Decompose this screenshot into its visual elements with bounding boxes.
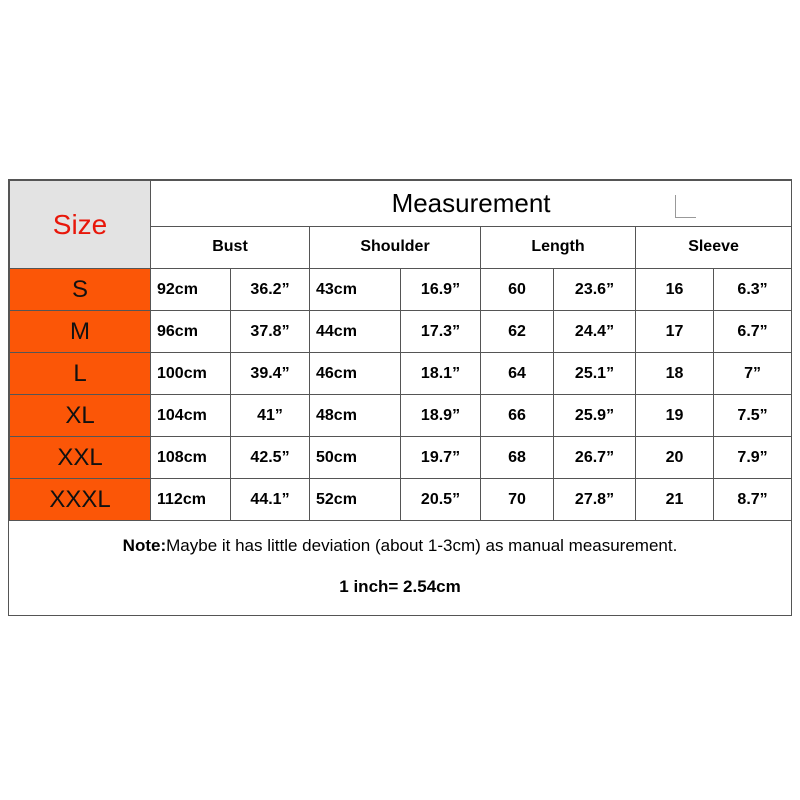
size-cell: XXL [10, 437, 151, 479]
cell-shoulder-in: 16.9” [401, 269, 481, 311]
cell-shoulder-cm: 44cm [310, 311, 401, 353]
cell-bust-in: 42.5” [231, 437, 310, 479]
cell-shoulder-cm: 46cm [310, 353, 401, 395]
measurement-title-cell [151, 181, 792, 227]
cell-bust-cm: 104cm [151, 395, 231, 437]
cell-bust-cm: 112cm [151, 479, 231, 521]
cell-sleeve-in: 6.7” [714, 311, 792, 353]
note-text: Maybe it has little deviation (about 1-3cm) as manual measurement. [166, 536, 678, 555]
size-table [9, 180, 792, 521]
cell-shoulder-in: 18.9” [401, 395, 481, 437]
cell-sleeve-cm: 19 [636, 395, 714, 437]
table-row [10, 479, 792, 521]
cell-bust-in: 44.1” [231, 479, 310, 521]
cell-bust-in: 36.2” [231, 269, 310, 311]
cell-shoulder-in: 18.1” [401, 353, 481, 395]
size-cell: XL [10, 395, 151, 437]
column-header-length: Length [481, 226, 636, 268]
size-cell: L [10, 353, 151, 395]
cell-sleeve-cm: 18 [636, 353, 714, 395]
cell-bust-in: 39.4” [231, 353, 310, 395]
cell-length-in: 27.8” [554, 479, 636, 521]
cell-bust-cm: 92cm [151, 269, 231, 311]
size-chart [8, 179, 792, 616]
cell-length-in: 23.6” [554, 269, 636, 311]
cell-bust-cm: 96cm [151, 311, 231, 353]
size-cell: S [10, 269, 151, 311]
cell-shoulder-in: 17.3” [401, 311, 481, 353]
cell-length-in: 24.4” [554, 311, 636, 353]
cell-length-cm: 62 [481, 311, 554, 353]
cell-bust-cm: 100cm [151, 353, 231, 395]
note-label: Note: [122, 536, 167, 555]
size-cell: M [10, 311, 151, 353]
note-block [9, 524, 791, 615]
column-header-bust: Bust [151, 226, 310, 268]
cell-shoulder-cm: 48cm [310, 395, 401, 437]
cell-bust-in: 41” [231, 395, 310, 437]
cell-bust-in: 37.8” [231, 311, 310, 353]
column-header-shoulder: Shoulder [310, 226, 481, 268]
cell-shoulder-cm: 52cm [310, 479, 401, 521]
measurement-title: Measurement [391, 187, 551, 218]
note-line [9, 536, 791, 556]
cell-sleeve-cm: 17 [636, 311, 714, 353]
cell-shoulder-cm: 50cm [310, 437, 401, 479]
table-row [10, 353, 792, 395]
cell-sleeve-cm: 20 [636, 437, 714, 479]
cell-sleeve-cm: 21 [636, 479, 714, 521]
cell-length-in: 26.7” [554, 437, 636, 479]
cell-length-in: 25.1” [554, 353, 636, 395]
cell-shoulder-cm: 43cm [310, 269, 401, 311]
cell-length-cm: 68 [481, 437, 554, 479]
cell-sleeve-cm: 16 [636, 269, 714, 311]
table-row [10, 269, 792, 311]
header-row-title [10, 181, 792, 227]
corner-mark [675, 195, 696, 218]
cell-sleeve-in: 7” [714, 353, 792, 395]
cell-length-cm: 66 [481, 395, 554, 437]
cell-sleeve-in: 7.9” [714, 437, 792, 479]
size-header: Size [10, 181, 151, 269]
cell-length-cm: 60 [481, 269, 554, 311]
cell-shoulder-in: 19.7” [401, 437, 481, 479]
cell-bust-cm: 108cm [151, 437, 231, 479]
column-header-sleeve: Sleeve [636, 226, 792, 268]
cell-length-in: 25.9” [554, 395, 636, 437]
cell-sleeve-in: 8.7” [714, 479, 792, 521]
cell-length-cm: 70 [481, 479, 554, 521]
size-cell: XXXL [10, 479, 151, 521]
cell-shoulder-in: 20.5” [401, 479, 481, 521]
cell-length-cm: 64 [481, 353, 554, 395]
cell-sleeve-in: 6.3” [714, 269, 792, 311]
table-row [10, 395, 792, 437]
table-row [10, 437, 792, 479]
cell-sleeve-in: 7.5” [714, 395, 792, 437]
table-row [10, 311, 792, 353]
conversion-note: 1 inch= 2.54cm [339, 577, 461, 596]
